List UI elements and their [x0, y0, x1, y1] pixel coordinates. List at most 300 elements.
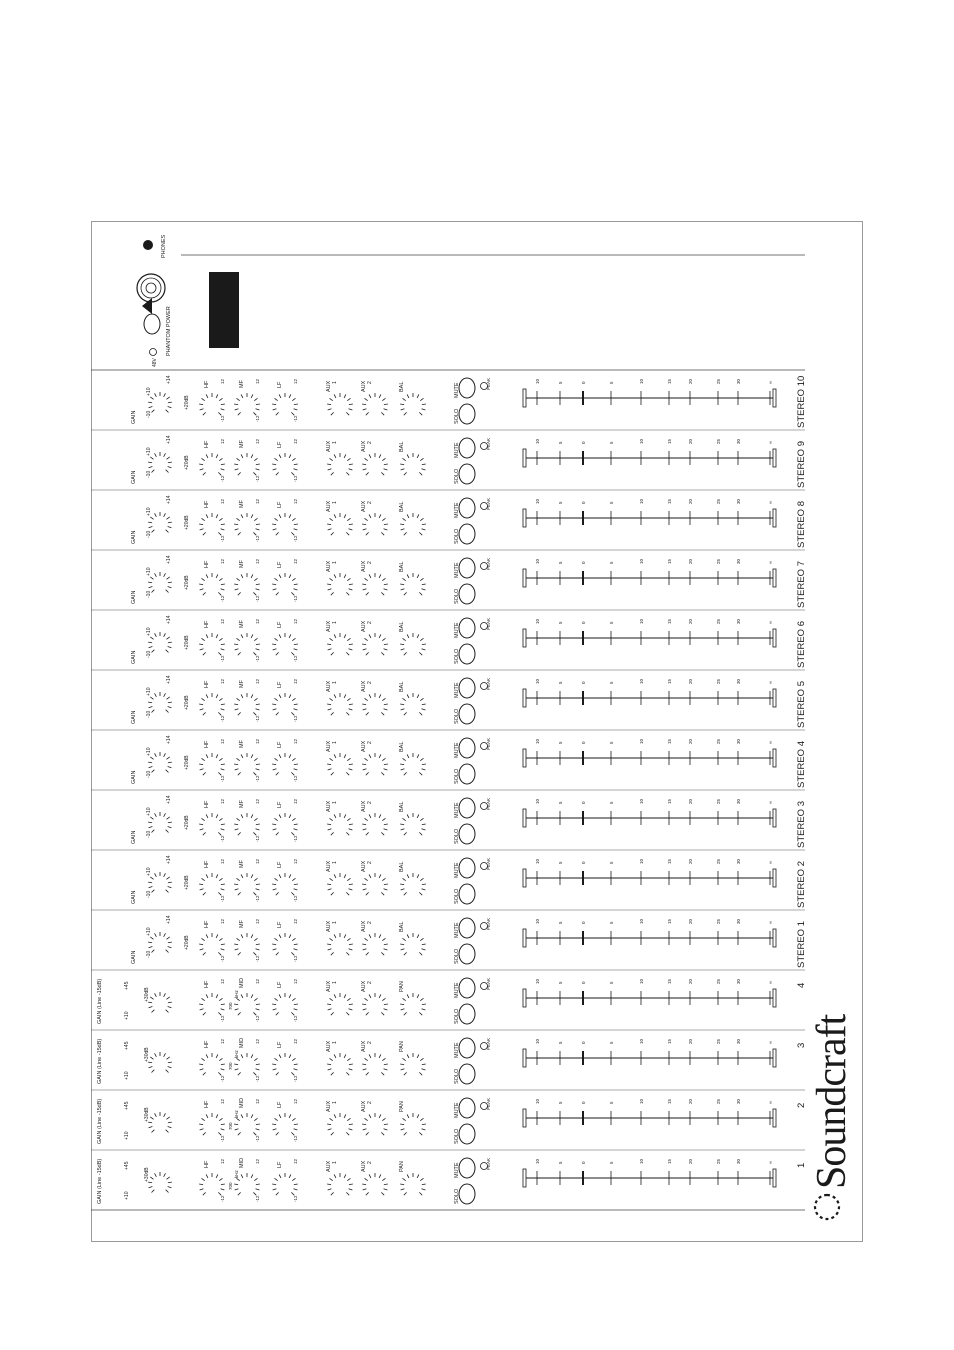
- balance-knob[interactable]: [400, 453, 426, 475]
- knob-tick: [331, 472, 334, 475]
- knob-tick: [364, 878, 367, 880]
- knob-tick: [272, 524, 276, 525]
- knob-tick: [235, 1129, 239, 1130]
- eq-scale-min: -12: [293, 895, 298, 902]
- knob-tick: [294, 824, 298, 825]
- eq-hf-knob[interactable]: [199, 513, 225, 535]
- knob-tick: [238, 832, 241, 835]
- knob-tick: [241, 394, 243, 398]
- gain-label: GAIN (Line -15dB): [97, 1038, 103, 1084]
- mute-button[interactable]: [459, 678, 475, 698]
- fader-tick-label: 15: [667, 858, 672, 864]
- knob-tick: [168, 1066, 172, 1067]
- knob-tick: [238, 712, 241, 715]
- gain-scale-label: -10: [146, 650, 152, 658]
- knob-tick: [289, 394, 291, 398]
- knob-tick: [346, 1132, 349, 1135]
- mute-label: MUTE: [454, 442, 460, 458]
- knob-tick: [254, 458, 257, 460]
- knob-tick: [334, 454, 336, 458]
- knob-tick: [347, 638, 350, 640]
- eq-mf-knob[interactable]: [234, 813, 260, 835]
- eq-label-hf: HF: [204, 920, 210, 928]
- eq-mf-knob[interactable]: [234, 933, 260, 955]
- knob-tick: [256, 889, 260, 890]
- aux-label: BAL: [399, 441, 405, 452]
- knob-tick: [273, 469, 277, 470]
- knob-tick: [221, 884, 225, 885]
- solo-button[interactable]: [459, 1064, 475, 1084]
- mute-button[interactable]: [459, 1038, 475, 1058]
- fader-tick-label: 5: [609, 1101, 614, 1104]
- eq-lf-knob[interactable]: [272, 1053, 298, 1075]
- aux-2-knob[interactable]: [362, 933, 388, 955]
- eq-hf-knob[interactable]: [199, 813, 225, 835]
- knob-tick: [334, 694, 336, 698]
- knob-tick: [363, 1069, 367, 1070]
- product-badge: [209, 272, 239, 348]
- solo-button[interactable]: [459, 1124, 475, 1144]
- knob-tick: [369, 814, 371, 818]
- aux-1-knob[interactable]: [327, 393, 353, 415]
- mute-label: MUTE: [454, 742, 460, 758]
- eq-hf-knob[interactable]: [199, 393, 225, 415]
- mute-button[interactable]: [459, 438, 475, 458]
- aux-2-knob[interactable]: [362, 873, 388, 895]
- mute-button[interactable]: [459, 1158, 475, 1178]
- gain-knob[interactable]: [148, 1172, 172, 1192]
- knob-tick: [279, 874, 281, 878]
- eq-lf-knob[interactable]: [272, 1113, 298, 1135]
- knob-tick: [422, 1064, 426, 1065]
- knob-tick: [381, 1012, 384, 1015]
- knob-tick: [422, 1184, 426, 1185]
- solo-button[interactable]: [459, 584, 475, 604]
- pan-knob[interactable]: [400, 1113, 426, 1135]
- knob-tick: [235, 1069, 239, 1070]
- aux-2-knob[interactable]: [362, 573, 388, 595]
- knob-tick: [166, 817, 169, 819]
- mute-button[interactable]: [459, 858, 475, 878]
- eq-lf-knob[interactable]: [272, 393, 298, 415]
- knob-tick: [402, 1118, 405, 1120]
- knob-tick: [334, 574, 336, 578]
- mute-button[interactable]: [459, 738, 475, 758]
- knob-tick: [402, 878, 405, 880]
- aux-1-knob[interactable]: [327, 933, 353, 955]
- knob-tick: [422, 949, 426, 950]
- eq-hf-knob[interactable]: [199, 1053, 225, 1075]
- aux-1-knob[interactable]: [327, 453, 353, 475]
- eq-hf-knob[interactable]: [199, 873, 225, 895]
- knob-tick: [289, 574, 291, 578]
- knob-tick: [203, 592, 206, 595]
- gain-scale-label: +10: [146, 447, 152, 456]
- knob-tick: [276, 1072, 279, 1075]
- eq-lf-knob[interactable]: [272, 573, 298, 595]
- eq-mf-knob[interactable]: [234, 513, 260, 535]
- knob-tick: [328, 829, 332, 830]
- eq-hf-knob[interactable]: [199, 753, 225, 775]
- knob-tick: [199, 1184, 203, 1185]
- aux-label: AUX: [361, 500, 367, 512]
- fader-tick-label: 0: [581, 861, 586, 864]
- aux-1-knob[interactable]: [327, 1173, 353, 1195]
- phantom-power-button[interactable]: [144, 314, 160, 334]
- knob-tick: [149, 706, 153, 707]
- eq-lf-knob[interactable]: [272, 453, 298, 475]
- eq-label-mf: MF: [239, 680, 245, 688]
- channel-strip: [91, 670, 807, 728]
- peak-label: PEAK: [486, 857, 491, 870]
- knob-tick: [219, 818, 222, 820]
- knob-tick: [382, 1058, 385, 1060]
- knob-tick: [327, 944, 331, 945]
- knob-tick: [253, 1192, 256, 1195]
- eq-mf-knob[interactable]: [234, 453, 260, 475]
- aux-2-knob[interactable]: [362, 1173, 388, 1195]
- solo-button[interactable]: [459, 1184, 475, 1204]
- eq-mf-knob[interactable]: [234, 393, 260, 415]
- knob-tick: [381, 412, 384, 415]
- mute-button[interactable]: [459, 558, 475, 578]
- knob-tick: [382, 998, 385, 1000]
- fader-tick-label: 25: [716, 1098, 721, 1104]
- mute-button[interactable]: [459, 978, 475, 998]
- eq-hf-knob[interactable]: [199, 453, 225, 475]
- balance-knob[interactable]: [400, 753, 426, 775]
- fader-tick-label: ∞: [768, 1100, 773, 1104]
- knob-tick: [201, 398, 204, 400]
- fader-tick-label: 15: [667, 618, 672, 624]
- knob-tick: [166, 470, 169, 473]
- channel-label: STEREO 1: [796, 921, 807, 968]
- aux-1-knob[interactable]: [327, 1053, 353, 1075]
- mute-button[interactable]: [459, 798, 475, 818]
- peak-label: PEAK: [486, 617, 491, 630]
- knob-tick: [164, 933, 166, 937]
- gain-db-label: +20dB: [184, 815, 190, 830]
- eq-lf-knob[interactable]: [272, 753, 298, 775]
- mute-label: MUTE: [454, 502, 460, 518]
- gain-scale-label: +45: [124, 981, 130, 990]
- aux-label: AUX: [326, 380, 332, 392]
- knob-tick: [164, 453, 166, 457]
- aux-number: 2: [367, 861, 373, 864]
- aux-1-knob[interactable]: [327, 1113, 353, 1135]
- aux-label: AUX: [326, 980, 332, 992]
- knob-tick: [279, 454, 281, 458]
- knob-tick: [349, 649, 353, 650]
- knob-tick: [294, 584, 298, 585]
- mute-button[interactable]: [459, 498, 475, 518]
- knob-tick: [164, 633, 166, 637]
- knob-tick: [206, 934, 208, 938]
- gain-label: GAIN: [131, 830, 137, 844]
- eq-hf-knob[interactable]: [199, 993, 225, 1015]
- balance-knob[interactable]: [400, 573, 426, 595]
- solo-button[interactable]: [459, 704, 475, 724]
- gain-scale-label: +14: [166, 855, 172, 864]
- knob-tick: [402, 1178, 405, 1180]
- aux-2-knob[interactable]: [362, 1113, 388, 1135]
- eq-label-hf: HF: [204, 500, 210, 508]
- eq-lf-knob[interactable]: [272, 873, 298, 895]
- eq-scale-max: 12: [255, 978, 260, 984]
- eq-scale-max: 12: [293, 798, 298, 804]
- knob-tick: [404, 592, 407, 595]
- eq-scale-min: -12: [220, 835, 225, 842]
- knob-tick: [347, 758, 350, 760]
- peak-label: PEAK: [486, 1037, 491, 1050]
- knob-tick: [294, 829, 298, 830]
- aux-2-knob[interactable]: [362, 1053, 388, 1075]
- knob-tick: [238, 1072, 241, 1075]
- knob-tick: [364, 938, 367, 940]
- aux-2-knob[interactable]: [362, 993, 388, 1015]
- eq-mf-knob[interactable]: [234, 573, 260, 595]
- fader-tick-label: 20: [688, 978, 693, 984]
- eq-mf-knob[interactable]: [234, 693, 260, 715]
- solo-button[interactable]: [459, 524, 475, 544]
- balance-knob[interactable]: [400, 693, 426, 715]
- eq-hf-knob[interactable]: [199, 933, 225, 955]
- balance-knob[interactable]: [400, 393, 426, 415]
- fader-tick-label: 0: [581, 1101, 586, 1104]
- knob-tick: [346, 652, 349, 655]
- gain-db-label: +20dB: [184, 515, 190, 530]
- knob-tick: [346, 772, 349, 775]
- knob-tick: [148, 822, 152, 823]
- eq-mf-knob[interactable]: [234, 633, 260, 655]
- aux-2-knob[interactable]: [362, 753, 388, 775]
- eq-lf-knob[interactable]: [272, 933, 298, 955]
- knob-tick: [349, 529, 353, 530]
- balance-knob[interactable]: [400, 933, 426, 955]
- aux-1-knob[interactable]: [327, 813, 353, 835]
- knob-tick: [199, 464, 203, 465]
- solo-button[interactable]: [459, 944, 475, 964]
- fader-tick-label: 20: [688, 738, 693, 744]
- knob-tick: [273, 409, 277, 410]
- balance-knob[interactable]: [400, 633, 426, 655]
- aux-1-knob[interactable]: [327, 573, 353, 595]
- knob-tick: [294, 1124, 298, 1125]
- balance-knob[interactable]: [400, 813, 426, 835]
- channel-strip: [91, 430, 807, 488]
- pan-knob[interactable]: [400, 993, 426, 1015]
- knob-tick: [166, 650, 169, 653]
- channel-strip: [91, 970, 807, 1024]
- knob-tick: [292, 758, 295, 760]
- knob-tick: [274, 818, 277, 820]
- knob-tick: [279, 574, 281, 578]
- knob-tick: [364, 1058, 367, 1060]
- knob-tick: [272, 764, 276, 765]
- knob-tick: [273, 1069, 277, 1070]
- gain-knob[interactable]: [148, 1052, 172, 1072]
- mute-button[interactable]: [459, 618, 475, 638]
- aux-1-knob[interactable]: [327, 993, 353, 1015]
- knob-tick: [216, 574, 218, 578]
- knob-tick: [206, 574, 208, 578]
- mute-button[interactable]: [459, 1098, 475, 1118]
- knob-tick: [274, 578, 277, 580]
- balance-knob[interactable]: [400, 513, 426, 535]
- knob-tick: [166, 1190, 169, 1193]
- knob-tick: [273, 769, 277, 770]
- fader-tick-label: 5: [609, 441, 614, 444]
- knob-tick: [291, 892, 294, 895]
- knob-tick: [148, 882, 152, 883]
- solo-button[interactable]: [459, 884, 475, 904]
- knob-tick: [404, 952, 407, 955]
- knob-tick: [234, 884, 238, 885]
- knob-tick: [274, 998, 277, 1000]
- phones-jack[interactable]: [137, 274, 165, 302]
- eq-mf-knob[interactable]: [234, 753, 260, 775]
- aux-2-knob[interactable]: [362, 813, 388, 835]
- knob-tick: [369, 514, 371, 518]
- fader-tick-label: 25: [716, 918, 721, 924]
- master-section: [137, 234, 239, 367]
- eq-scale-max: 12: [220, 678, 225, 684]
- fader-tick-label: 5: [609, 801, 614, 804]
- fader-tick-label: 5: [609, 381, 614, 384]
- knob-tick: [235, 709, 239, 710]
- knob-tick: [400, 1064, 404, 1065]
- aux-2-knob[interactable]: [362, 393, 388, 415]
- eq-scale-max: 12: [255, 1098, 260, 1104]
- knob-tick: [417, 694, 419, 698]
- balance-knob[interactable]: [400, 873, 426, 895]
- aux-2-knob[interactable]: [362, 693, 388, 715]
- eq-lf-knob[interactable]: [272, 633, 298, 655]
- solo-button[interactable]: [459, 1004, 475, 1024]
- knob-tick: [253, 772, 256, 775]
- gain-label: GAIN: [131, 590, 137, 604]
- knob-tick: [272, 404, 276, 405]
- fader-tick-label: 5: [558, 1101, 563, 1104]
- eq-hf-knob[interactable]: [199, 693, 225, 715]
- knob-tick: [379, 814, 381, 818]
- fader-tick-label: 30: [736, 438, 741, 444]
- knob-tick: [200, 589, 204, 590]
- eq-hf-knob[interactable]: [199, 1173, 225, 1195]
- eq-hf-knob[interactable]: [199, 1113, 225, 1135]
- eq-scale-max: 12: [220, 618, 225, 624]
- knob-tick: [364, 458, 367, 460]
- knob-tick: [349, 404, 353, 405]
- knob-tick: [400, 1004, 404, 1005]
- knob-tick: [384, 824, 388, 825]
- knob-tick: [294, 1009, 298, 1010]
- knob-tick: [349, 1064, 353, 1065]
- solo-button[interactable]: [459, 464, 475, 484]
- knob-tick: [221, 769, 225, 770]
- eq-label-hf: HF: [204, 800, 210, 808]
- fader-tick-label: 0: [581, 1041, 586, 1044]
- knob-tick: [241, 574, 243, 578]
- knob-tick: [294, 709, 298, 710]
- solo-button[interactable]: [459, 764, 475, 784]
- fader-tick-label: 5: [609, 681, 614, 684]
- pan-knob[interactable]: [400, 1053, 426, 1075]
- knob-tick: [164, 993, 166, 997]
- eq-lf-knob[interactable]: [272, 1173, 298, 1195]
- aux-1-knob[interactable]: [327, 753, 353, 775]
- solo-button[interactable]: [459, 824, 475, 844]
- knob-tick: [168, 882, 172, 883]
- aux-label: AUX: [326, 920, 332, 932]
- eq-lf-knob[interactable]: [272, 813, 298, 835]
- knob-tick: [273, 889, 277, 890]
- gain-db-label: +20dB: [184, 935, 190, 950]
- aux-1-knob[interactable]: [327, 513, 353, 535]
- eq-label-lf: LF: [277, 1041, 283, 1048]
- knob-tick: [382, 1178, 385, 1180]
- eq-hf-knob[interactable]: [199, 633, 225, 655]
- aux-number: 1: [332, 381, 338, 384]
- eq-lf-knob[interactable]: [272, 513, 298, 535]
- eq-scale-min: -12: [220, 955, 225, 962]
- knob-tick: [381, 952, 384, 955]
- fader-tick-label: ∞: [768, 920, 773, 924]
- knob-tick: [166, 590, 169, 593]
- knob-tick: [200, 469, 204, 470]
- solo-button[interactable]: [459, 644, 475, 664]
- knob-tick: [292, 1178, 295, 1180]
- knob-tick: [402, 698, 405, 700]
- knob-tick: [349, 889, 353, 890]
- gain-knob[interactable]: [148, 1112, 172, 1132]
- aux-2-knob[interactable]: [362, 633, 388, 655]
- knob-tick: [328, 709, 332, 710]
- fader-tick-label: ∞: [768, 800, 773, 804]
- fader-tick-label: 5: [558, 621, 563, 624]
- gain-label: GAIN: [131, 650, 137, 664]
- knob-tick: [166, 757, 169, 759]
- solo-button[interactable]: [459, 404, 475, 424]
- knob-tick: [294, 404, 298, 405]
- aux-1-knob[interactable]: [327, 693, 353, 715]
- knob-tick: [407, 574, 409, 578]
- gain-knob[interactable]: [148, 992, 172, 1012]
- gain-db-label: +20dB: [184, 395, 190, 410]
- aux-label: BAL: [399, 741, 405, 752]
- mute-button[interactable]: [459, 918, 475, 938]
- fader-tick-label: ∞: [768, 440, 773, 444]
- knob-tick: [382, 698, 385, 700]
- aux-1-knob[interactable]: [327, 873, 353, 895]
- eq-lf-knob[interactable]: [272, 993, 298, 1015]
- knob-tick: [422, 769, 426, 770]
- eq-hf-knob[interactable]: [199, 573, 225, 595]
- mute-button[interactable]: [459, 378, 475, 398]
- aux-2-knob[interactable]: [362, 513, 388, 535]
- knob-tick: [382, 638, 385, 640]
- pan-knob[interactable]: [400, 1173, 426, 1195]
- knob-tick: [201, 758, 204, 760]
- gain-scale-label: +14: [166, 795, 172, 804]
- knob-tick: [150, 817, 153, 819]
- eq-label-hf: HF: [204, 740, 210, 748]
- aux-1-knob[interactable]: [327, 633, 353, 655]
- eq-lf-knob[interactable]: [272, 693, 298, 715]
- aux-2-knob[interactable]: [362, 453, 388, 475]
- eq-mf-knob[interactable]: [234, 873, 260, 895]
- knob-tick: [366, 1132, 369, 1135]
